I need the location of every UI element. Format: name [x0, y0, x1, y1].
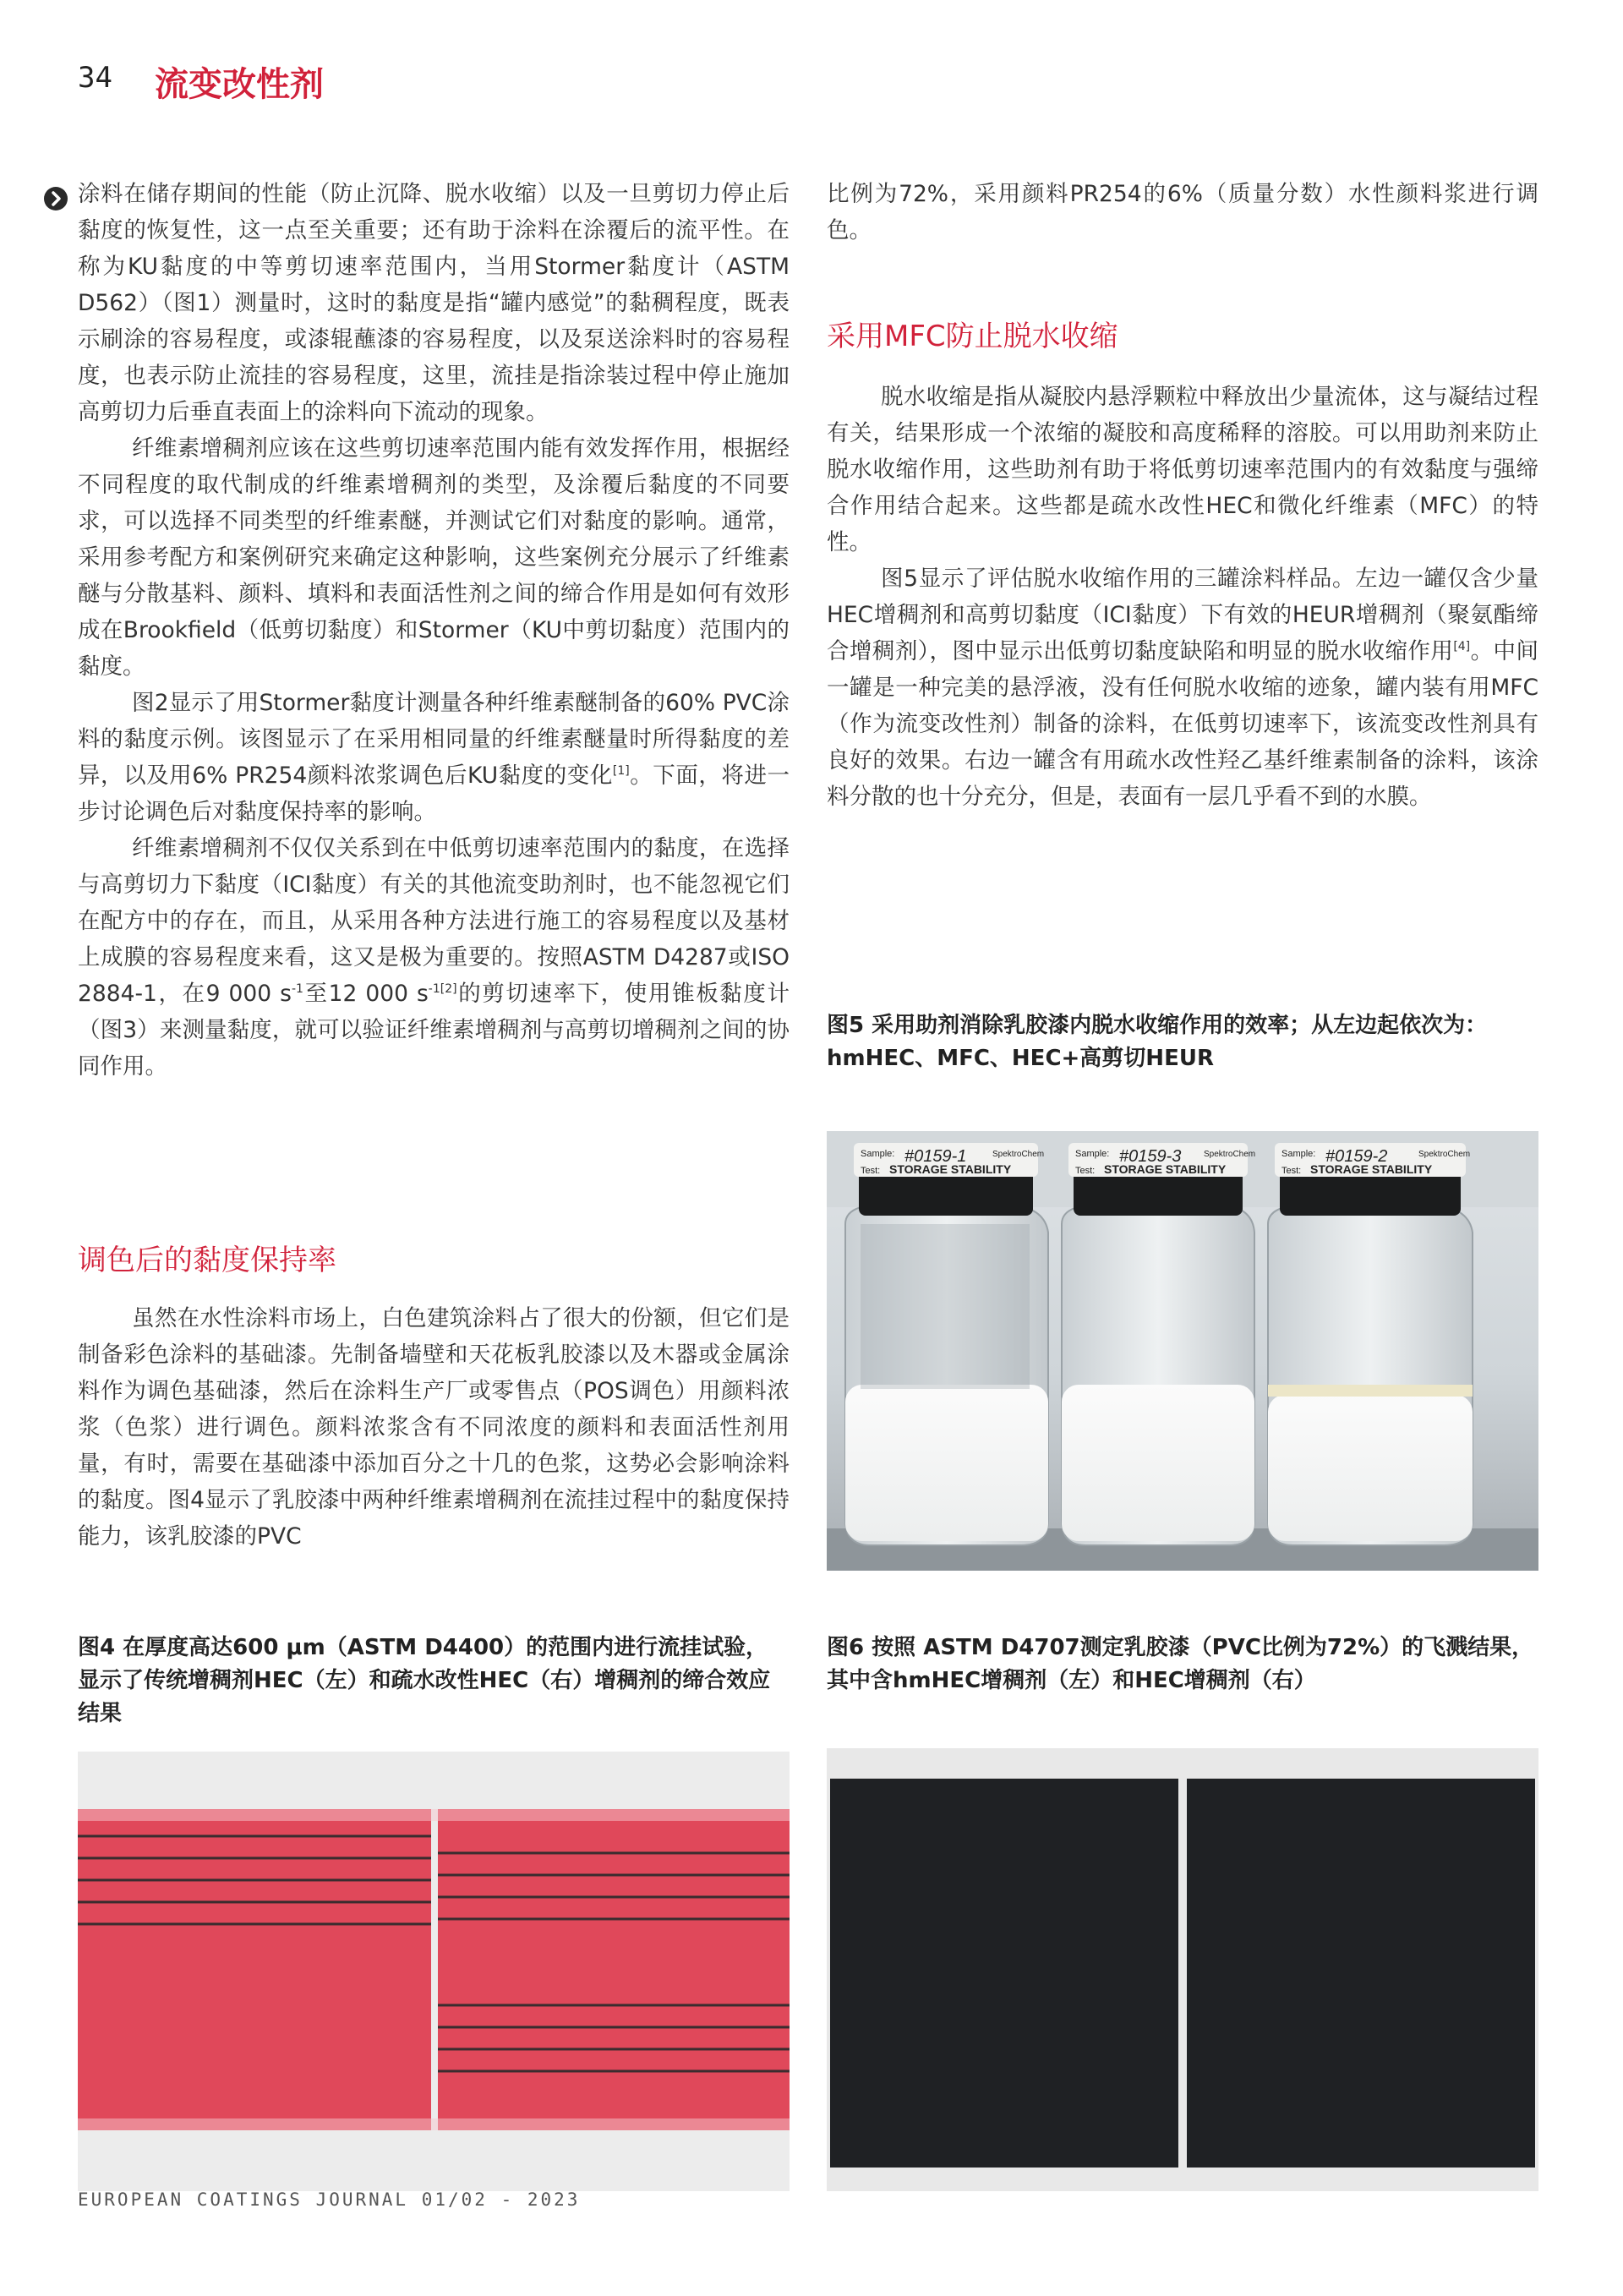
figure-6-caption: 图6 按照 ASTM D4707测定乳胶漆（PVC比例为72%）的飞溅结果，其中含hmHEC增稠剂（左）和HEC增稠剂（右）: [827, 1635, 1534, 1693]
footer-journal: EUROPEAN COATINGS JOURNAL 01/02 - 2023: [78, 2189, 581, 2210]
reference: [1]: [612, 764, 630, 779]
jar-2-sample-prefix: Sample:: [1075, 1149, 1110, 1159]
jars-illustration: [827, 1131, 1538, 1571]
right-column: [827, 176, 1538, 249]
jar-1-brand: SpektroChem: [992, 1150, 1045, 1159]
jar-2-test: STORAGE STABILITY: [1104, 1162, 1227, 1176]
chevron-right-icon: [44, 187, 68, 210]
jar-3-brand: SpektroChem: [1418, 1150, 1471, 1159]
paragraph: 纤维素增稠剂应该在这些剪切速率范围内能有效发挥作用，根据经不同程度的取代制成的纤维素增稠剂的类型，及涂覆后黏度的不同要求，可以选择不同类型的纤维素醚，并测试它们对黏度的影响。通常，采用参考配方和案例研究来确定这种影响，这些案例充分展示了纤维素醚与分散基料、颜料、填料和表面活性剂之间的缔合作用是如何有效形成在Brookfield（低剪切黏度）和Stormer（KU中剪切黏度）范围内的黏度。: [78, 435, 790, 680]
paragraph: 图2显示了用Stormer黏度计测量各种纤维素醚制备的60% PVC涂料的黏度示例。该图显示了在采用相同量的纤维素醚量时所得黏度的差异，以及用6% PR254颜料浓浆调色后KU黏度的变化[1]。下面，将进一步讨论调色后对黏度保持率的影响。: [78, 690, 790, 825]
left-column: [78, 176, 790, 1085]
page-number: 34: [78, 61, 112, 95]
figure-6-splatter-test: [827, 1748, 1538, 2191]
paragraph: 纤维素增稠剂不仅仅关系到在中低剪切速率范围内的黏度，在选择与高剪切力下黏度（ICI黏度）有关的其他流变助剂时，也不能忽视它们在配方中的存在，而且，从采用各种方法进行施工的容易程度以及基材上成膜的容易程度来看，这又是极为重要的。按照ASTM D4287或ISO 2884-1，在9 000 $s^{-1}$至12 000 $s^{-1[2]}$的剪切速率下，使用锥板黏度计（图3）来测量黏度，就可以验证纤维素增稠剂与高剪切增稠剂之间的协同作用。: [78, 835, 790, 1080]
left-column-lower: [78, 1300, 790, 1555]
jar-1-sample-prefix: Sample:: [861, 1149, 895, 1159]
jar-1-test: STORAGE STABILITY: [889, 1162, 1012, 1176]
paragraph: 涂料在储存期间的性能（防止沉降、脱水收缩）以及一旦剪切力停止后黏度的恢复性，这一点至关重要；还有助于涂料在涂覆后的流平性。在称为KU黏度的中等剪切速率范围内，当用Stormer黏度计（ASTM D562）（图1）测量时，这时的黏度是指“罐内感觉”的黏稠程度，既表示刷涂的容易程度，或漆辊蘸漆的容易程度，以及泵送涂料时的容易程度，也表示防止流挂的容易程度，这里，流挂是指涂装过程中停止施加高剪切力后垂直表面上的涂料向下流动的现象。: [78, 181, 790, 425]
jar-3: [1268, 1143, 1473, 1545]
reference: [4]: [1453, 640, 1471, 654]
jar-3-test: STORAGE STABILITY: [1310, 1162, 1433, 1176]
splatter-panel-left: [830, 1779, 1178, 2168]
jar-2-test-prefix: Test:: [1075, 1166, 1096, 1176]
figure-5-jars-photo: [827, 1131, 1538, 1571]
jar-3-test-prefix: Test:: [1281, 1166, 1302, 1176]
jar-1: [845, 1143, 1048, 1545]
jar-2-brand: SpektroChem: [1204, 1150, 1256, 1159]
jar-3-sample: #0159-2: [1325, 1147, 1388, 1166]
jar-1-test-prefix: Test:: [861, 1166, 881, 1176]
jar-2: [1062, 1143, 1254, 1545]
figure-4-caption: 图4 在厚度高达600 μm（ASTM D4400）的范围内进行流挂试验，显示了传统增稠剂HEC（左）和疏水改性HEC（右）增稠剂的缔合效应结果: [78, 1635, 771, 1726]
right-column-body: [827, 379, 1538, 815]
sag-stripes: [78, 1752, 790, 2191]
splatter-panel-right: [1187, 1779, 1535, 2168]
section-heading: 采用MFC防止脱水收缩: [827, 320, 1118, 353]
figure-4-sag-test: [78, 1752, 790, 2191]
jar-2-sample: #0159-3: [1119, 1147, 1182, 1166]
section-heading: 调色后的黏度保持率: [78, 1244, 336, 1277]
paragraph: 脱水收缩是指从凝胶内悬浮颗粒中释放出少量流体，这与凝结过程有关，结果形成一个浓缩的凝胶和高度稀释的溶胶。可以用助剂来防止脱水收缩作用，这些助剂有助于将低剪切速率范围内的有效黏度与强缔合作用结合起来。这些都是疏水改性HEC和微化纤维素（MFC）的特性。: [827, 384, 1538, 555]
jar-1-sample: #0159-1: [904, 1147, 967, 1166]
paragraph: 比例为72%，采用颜料PR254的6%（质量分数）水性颜料浆进行调色。: [827, 181, 1538, 243]
paragraph: 图5显示了评估脱水收缩作用的三罐涂料样品。左边一罐仅含少量HEC增稠剂和高剪切黏度（ICI黏度）下有效的HEUR增稠剂（聚氨酯缔合增稠剂），图中显示出低剪切黏度缺陷和明显的脱水收缩作用[4]。中间一罐是一种完美的悬浮液，没有任何脱水收缩的迹象，罐内装有用MFC（作为流变改性剂）制备的涂料，在低剪切速率下，该流变改性剂具有良好的效果。右边一罐含有用疏水改性羟乙基纤维素制备的涂料，该涂料分散的也十分充分，但是，表面有一层几乎看不到的水膜。: [827, 566, 1539, 810]
superscript: -1: [291, 982, 303, 997]
section-title: 流变改性剂: [155, 65, 324, 104]
superscript: -1[2]: [428, 982, 457, 997]
jar-3-sample-prefix: Sample:: [1281, 1149, 1316, 1159]
figure-5-caption: 图5 采用助剂消除乳胶漆内脱水收缩作用的效率；从左边起依次为：hmHEC、MFC、HEC+高剪切HEUR: [827, 1013, 1488, 1071]
paragraph: 虽然在水性涂料市场上，白色建筑涂料占了很大的份额，但它们是制备彩色涂料的基础漆。先制备墙壁和天花板乳胶漆以及木器或金属涂料作为调色基础漆，然后在涂料生产厂或零售点（POS调色）用颜料浓浆（色浆）进行调色。颜料浓浆含有不同浓度的颜料和表面活性剂用量，有时，需要在基础漆中添加百分之十几的色浆，这势必会影响涂料的黏度。图4显示了乳胶漆中两种纤维素增稠剂在流挂过程中的黏度保持能力，该乳胶漆的PVC: [78, 1305, 790, 1550]
